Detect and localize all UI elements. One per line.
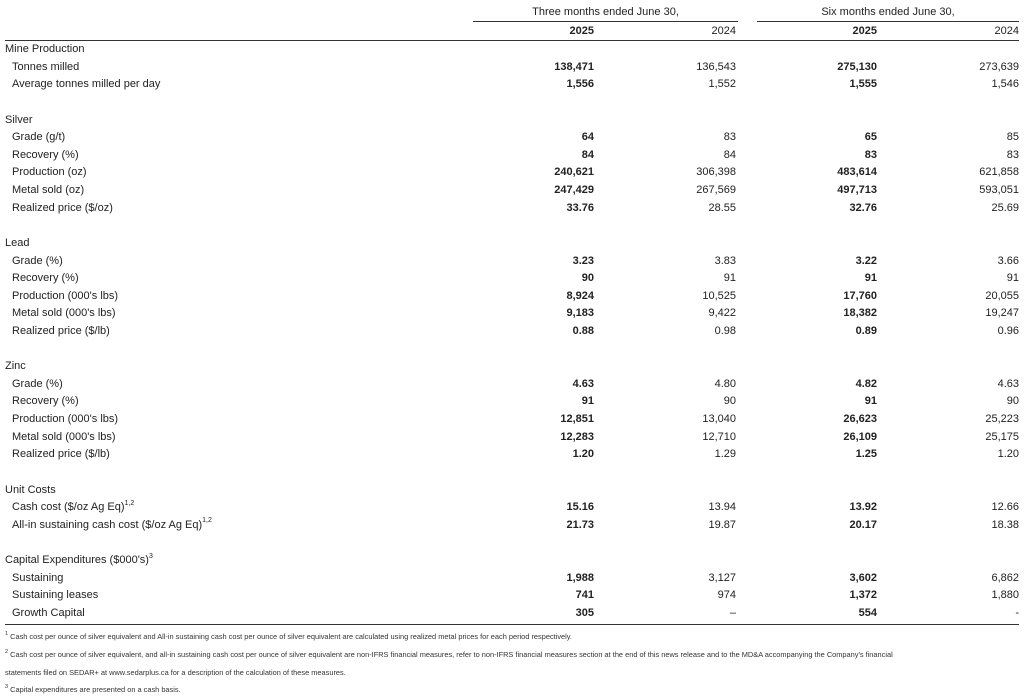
cell-c3: 65 [864,131,877,144]
header-year-2024-six: 2024 [994,25,1019,37]
cell-c3: 83 [864,148,877,161]
cell-c2: 136,543 [696,60,736,73]
header-year-2025-three: 2025 [569,25,594,37]
cell-c2: 84 [723,148,736,161]
cell-c1: 1,556 [566,78,594,91]
cell-c4: 85 [1006,131,1019,144]
cell-c1: 84 [581,148,594,161]
cell-c2: 0.98 [714,324,736,337]
cell-c3: 3.22 [855,254,877,267]
row-label: Production (000's lbs) [12,413,119,426]
row-label: Production (oz) [12,166,87,179]
cell-c4: 19,247 [985,307,1019,320]
cell-c2: 267,569 [696,183,736,196]
row-label: Production (000's lbs) [12,289,119,302]
cell-c3: 18,382 [843,307,877,320]
footnote-2-continued: statements filed on SEDAR+ at www.sedarplus.ca for a description of the calculation of these measures. [5,668,346,677]
row-label: Cash cost ($/oz Ag Eq)$^{1,2}$ [12,499,135,514]
row-label: Growth Capital [12,607,85,620]
cell-c4: 25.69 [991,201,1019,214]
cell-c2: 1,552 [708,78,736,91]
row-label: Grade (%) [12,377,63,390]
cell-c4: 0.96 [997,324,1019,337]
cell-c2: 3,127 [708,571,736,584]
spacer-row [0,534,1024,552]
cell-c3: 275,130 [837,60,877,73]
section-heading: Unit Costs [5,483,56,496]
section-heading-row [0,358,1024,376]
footnote-2: $^2$ Cash cost per ounce of silver equivalent, and all-in sustaining cash cost per ounce of silver equivalent are non-IFRS financial measures, refer to non-IFRS financial measures section at the end of this news release and to the MD&A accompanying the Company's financial [5,648,893,659]
row-label: Metal sold (000's lbs) [12,307,116,320]
cell-c4: 621,858 [979,166,1019,179]
spacer-row [0,341,1024,359]
cell-c3: 3,602 [849,571,877,584]
cell-c4: 593,051 [979,183,1019,196]
row-label: Average tonnes milled per day [12,78,161,91]
cell-c2: 83 [723,131,736,144]
cell-c4: 1.20 [997,448,1019,461]
spacer-row [0,464,1024,482]
section-heading: Lead [5,236,30,249]
table-row [0,288,1024,306]
cell-c1: 9,183 [566,307,594,320]
header-six-months: Six months ended June 30, [821,6,955,18]
table-row [0,499,1024,517]
cell-c1: 0.88 [572,324,594,337]
cell-c4: 90 [1006,395,1019,408]
cell-c2: 12,710 [702,430,736,443]
cell-c1: 15.16 [566,501,594,514]
cell-c3: 91 [864,395,877,408]
row-label: All-in sustaining cash cost ($/oz Ag Eq)$^{1,2}$ [12,517,212,531]
cell-c1: 138,471 [554,60,594,73]
section-heading: Mine Production [5,43,85,55]
footnote-reference: 1,2 [124,499,135,507]
cell-c4: 3.66 [997,254,1019,267]
cell-c2: – [729,607,736,620]
cell-c2: 306,398 [696,166,736,179]
table-row [0,517,1024,535]
cell-c1: 90 [581,272,594,285]
cell-c3: 26,109 [843,430,877,443]
spacer-row [0,94,1024,112]
cell-c2: 19.87 [708,518,736,531]
table-row [0,411,1024,429]
cell-c4: 91 [1006,272,1019,285]
table-row [0,129,1024,147]
table-row [0,147,1024,165]
cell-c1: 4.63 [572,377,594,390]
row-label: Grade (g/t) [12,131,66,144]
header-three-months: Three months ended June 30, [532,6,679,18]
cell-c3: 13.92 [849,501,877,514]
cell-c4: 25,175 [985,430,1019,443]
footnote-3: $^3$ Capital expenditures are presented on a cash basis. [5,683,181,694]
footnote-reference: 1,2 [202,517,212,525]
section-heading: Silver [5,113,33,126]
cell-c1: 21.73 [566,518,594,531]
cell-c3: 17,760 [843,289,877,302]
cell-c4: - [1015,607,1019,620]
section-heading: Zinc [5,360,26,373]
cell-c1: 240,621 [554,166,594,179]
cell-c4: 4.63 [997,377,1019,390]
spacer-row [0,217,1024,235]
cell-c1: 33.76 [566,201,594,214]
table-row [0,59,1024,77]
cell-c3: 483,614 [837,166,877,179]
table-row [0,393,1024,411]
cell-c4: 20,055 [985,289,1019,302]
cell-c3: 4.82 [855,377,877,390]
cell-c4: 18.38 [991,518,1019,531]
cell-c4: 1,546 [991,78,1019,91]
cell-c2: 13.94 [708,501,736,514]
row-label: Metal sold (000's lbs) [12,430,116,443]
cell-c4: 83 [1006,148,1019,161]
cell-c3: 0.89 [855,324,877,337]
section-heading: Capital Expenditures ($000's)$^3$ [5,552,153,567]
section-heading-row [0,235,1024,253]
header-year-2025-six: 2025 [852,25,877,37]
cell-c1: 64 [581,131,594,144]
cell-c1: 305 [575,607,594,620]
table-row [0,570,1024,588]
table-row [0,429,1024,447]
row-label: Recovery (%) [12,148,79,161]
cell-c3: 20.17 [849,518,877,531]
row-label: Recovery (%) [12,395,79,408]
header-year-2024-three: 2024 [711,25,736,37]
table-row [0,164,1024,182]
cell-c3: 497,713 [837,183,877,196]
table-row [0,587,1024,605]
cell-c2: 3.83 [714,254,736,267]
cell-c1: 91 [581,395,594,408]
cell-c1: 741 [575,589,594,602]
cell-c1: 247,429 [554,183,594,196]
cell-c1: 3.23 [572,254,594,267]
operations-table [0,41,1024,623]
section-heading-row [0,552,1024,570]
row-label: Realized price ($/oz) [12,201,113,214]
cell-c1: 12,851 [560,413,594,426]
cell-c2: 91 [723,272,736,285]
table-row [0,446,1024,464]
cell-c3: 554 [858,607,877,620]
table-row [0,323,1024,341]
row-label: Realized price ($/lb) [12,448,110,461]
cell-c1: 8,924 [566,289,594,302]
cell-c3: 1.25 [855,448,877,461]
header-three-months-underline [473,21,738,22]
table-row [0,270,1024,288]
cell-c2: 10,525 [702,289,736,302]
cell-c3: 1,372 [849,589,877,602]
cell-c3: 1,555 [849,78,877,91]
table-row [0,200,1024,218]
cell-c4: 1,880 [991,589,1019,602]
cell-c2: 4.80 [714,377,736,390]
cell-c3: 91 [864,272,877,285]
cell-c4: 6,862 [991,571,1019,584]
table-row [0,605,1024,623]
cell-c2: 28.55 [708,201,736,214]
cell-c4: 25,223 [985,413,1019,426]
row-label: Tonnes milled [12,60,80,73]
table-row [0,305,1024,323]
table-row [0,376,1024,394]
cell-c1: 1.20 [572,448,594,461]
row-label: Sustaining [12,571,64,584]
table-bottom-rule [5,624,1019,625]
row-label: Metal sold (oz) [12,183,85,196]
row-label: Sustaining leases [12,589,99,602]
cell-c3: 32.76 [849,201,877,214]
table-row [0,253,1024,271]
cell-c4: 273,639 [979,60,1019,73]
row-label: Recovery (%) [12,272,79,285]
row-label: Realized price ($/lb) [12,324,110,337]
cell-c4: 12.66 [991,501,1019,514]
cell-c2: 9,422 [708,307,736,320]
header-six-months-underline [757,21,1019,22]
footnote-1: $^1$ Cash cost per ounce of silver equivalent and All-in sustaining cash cost per ounce of silver equivalent are calculated using realized metal prices for each period respectively. [5,630,572,641]
cell-c2: 1.29 [714,448,736,461]
cell-c1: 1,988 [566,571,594,584]
section-heading-row [0,41,1024,59]
cell-c2: 974 [717,589,736,602]
cell-c2: 13,040 [702,413,736,426]
cell-c1: 12,283 [560,430,594,443]
section-heading-row [0,482,1024,500]
row-label: Grade (%) [12,254,63,267]
table-row [0,182,1024,200]
cell-c2: 90 [723,395,736,408]
table-row [0,76,1024,94]
footnote-reference: 3 [148,552,153,560]
section-heading-row [0,112,1024,130]
cell-c3: 26,623 [843,413,877,426]
